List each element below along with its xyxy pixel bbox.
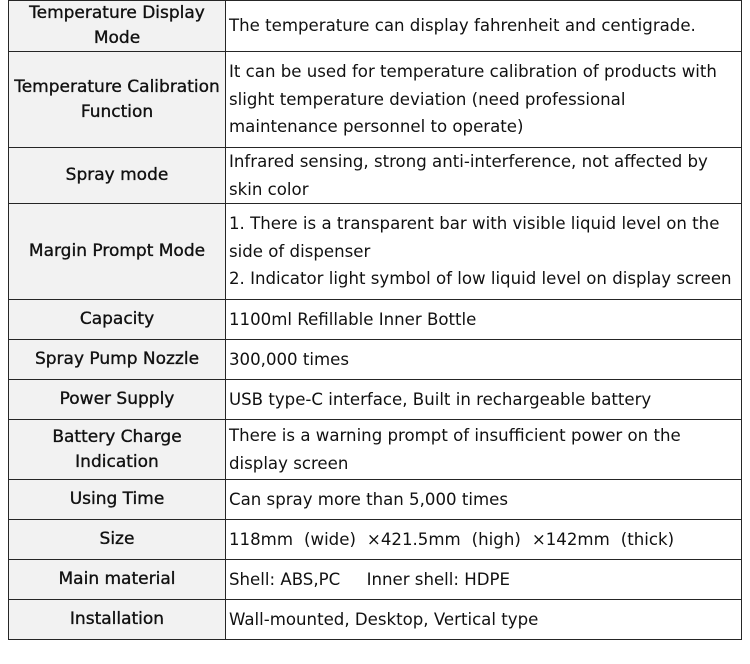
spec-value: slight temperature deviation (need professional	[229, 89, 626, 109]
spec-table	[8, 0, 742, 640]
spec-label-cell	[9, 340, 226, 380]
spec-label-cell	[9, 300, 226, 340]
spec-value: USB type-C interface, Built in rechargeable battery	[229, 389, 652, 409]
spec-label-cell	[9, 480, 226, 520]
spec-label: Function	[80, 101, 154, 122]
spec-value: 2. Indicator light symbol of low liquid level on display screen	[229, 269, 732, 289]
spec-value: skin color	[229, 179, 309, 199]
spec-label: Installation	[69, 609, 165, 629]
spec-value: Can spray more than 5,000 times	[229, 489, 508, 509]
spec-value-cell	[226, 340, 742, 380]
spec-value-cell	[226, 204, 742, 300]
spec-value-cell	[226, 300, 742, 340]
spec-label-cell	[9, 204, 226, 300]
spec-label: Temperature Calibration	[14, 76, 220, 97]
spec-label: Spray mode	[65, 165, 169, 185]
spec-label-cell	[9, 52, 226, 148]
spec-row-size	[9, 520, 742, 560]
spec-row-installation	[9, 600, 742, 640]
spec-label: Spray Pump Nozzle	[34, 349, 200, 369]
close-paren: )	[514, 529, 521, 549]
spec-label: Indication	[75, 451, 159, 472]
spec-row-temperature-display-mode	[9, 1, 742, 52]
spec-value: 300,000 times	[229, 349, 350, 369]
spec-value: 118mm (wide) ×421.5mm (high) ×142mm (thick)	[229, 529, 675, 549]
spec-value: It can be used for temperature calibration of products with	[229, 62, 717, 82]
spec-label-cell	[9, 1, 226, 52]
spec-value-cell	[226, 560, 742, 600]
spec-row-spray-mode	[9, 148, 742, 204]
spec-row-margin-prompt-mode	[9, 204, 742, 300]
spec-label: Margin Prompt Mode	[28, 241, 206, 261]
spec-value-cell	[226, 148, 742, 204]
spec-row-main-material	[9, 560, 742, 600]
spec-value: There is a warning prompt of insufficient power on the	[229, 426, 681, 445]
spec-value-cell	[226, 420, 742, 480]
spec-label-cell	[9, 380, 226, 420]
spec-label-cell	[9, 520, 226, 560]
spec-value-cell	[226, 600, 742, 640]
spec-value-cell	[226, 480, 742, 520]
spec-label-cell	[9, 420, 226, 480]
open-paren: (	[471, 529, 479, 549]
spec-value: The temperature can display fahrenheit and centigrade.	[229, 16, 696, 36]
spec-value-cell	[226, 52, 742, 148]
spec-value: maintenance personnel to operate)	[229, 117, 524, 137]
spec-label: Temperature Display	[29, 3, 205, 23]
close-paren: )	[667, 529, 675, 549]
spec-label: Main material	[58, 569, 176, 589]
spec-value-cell	[226, 380, 742, 420]
spec-value: 1100ml Refillable Inner Bottle	[229, 309, 477, 329]
spec-value: side of dispenser	[229, 241, 371, 261]
spec-row-temperature-calibration-function	[9, 52, 742, 148]
spec-label-cell	[9, 560, 226, 600]
spec-label: Capacity	[79, 309, 155, 329]
spec-label: Power Supply	[59, 389, 175, 409]
open-paren: (	[304, 529, 311, 549]
spec-label: Mode	[93, 28, 141, 48]
spec-row-power-supply	[9, 380, 742, 420]
spec-value: Infrared sensing, strong anti-interference, not affected by	[229, 152, 708, 171]
open-paren: (	[620, 529, 628, 549]
spec-label: Battery Charge	[52, 426, 182, 447]
spec-label: Size	[99, 529, 135, 549]
close-paren: )	[349, 529, 356, 549]
spec-value: Wall-mounted, Desktop, Vertical type	[229, 609, 539, 629]
spec-label-cell	[9, 600, 226, 640]
spec-value: Shell: ABS,PC Inner shell: HDPE	[229, 569, 510, 589]
spec-value: 1. There is a transparent bar with visible liquid level on the	[229, 214, 720, 234]
spec-label-cell	[9, 148, 226, 204]
spec-row-battery-charge-indication	[9, 420, 742, 480]
spec-label: Using Time	[69, 489, 165, 509]
spec-row-spray-pump-nozzle	[9, 340, 742, 380]
spec-value: display screen	[229, 453, 349, 473]
spec-value-cell	[226, 1, 742, 52]
spec-row-capacity	[9, 300, 742, 340]
spec-value-cell	[226, 520, 742, 560]
spec-row-using-time	[9, 480, 742, 520]
